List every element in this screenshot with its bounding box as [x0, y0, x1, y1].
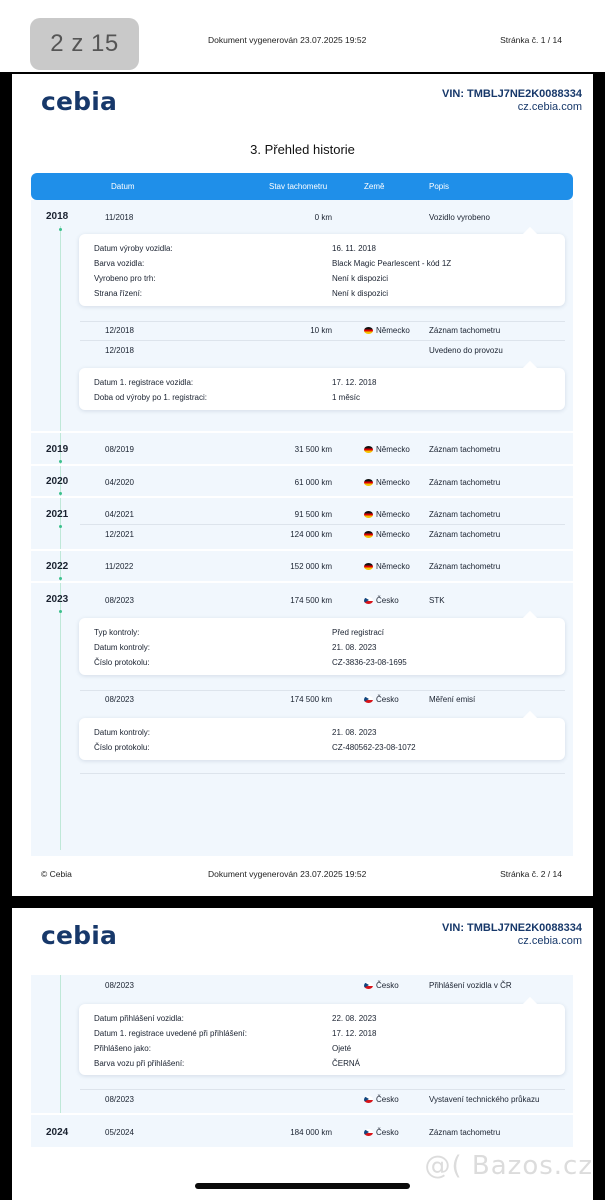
col-desc: Popis: [429, 182, 450, 191]
card-value: Není k dispozici: [332, 274, 389, 283]
card-notch: [523, 711, 537, 725]
row-country: Česko: [376, 695, 399, 704]
flag-de-icon: [364, 479, 373, 486]
row-date: 04/2020: [105, 478, 134, 487]
year-label: 2024: [46, 1127, 69, 1138]
row-date: 08/2023: [105, 981, 134, 990]
row-date: 04/2021: [105, 510, 134, 519]
timeline-dot: [59, 525, 62, 528]
card-label: Strana řízení:: [94, 289, 143, 298]
import-card: [79, 1004, 565, 1075]
row-km: 152 000 km: [290, 562, 332, 571]
row-country: Německo: [376, 562, 410, 571]
flag-de-icon: [364, 511, 373, 518]
card-label: Číslo protokolu:: [94, 658, 150, 667]
footer-copyright: © Cebia: [41, 869, 72, 879]
card-value: CZ-480562-23-08-1072: [332, 743, 416, 752]
row-country: Německo: [376, 478, 410, 487]
logo-text: cebia: [41, 87, 118, 116]
timeline-dot: [59, 610, 62, 613]
year-separator: [31, 431, 573, 433]
year-label: 2020: [46, 476, 69, 487]
row-date: 08/2023: [105, 1095, 134, 1104]
row-country: Česko: [376, 596, 399, 605]
history-panel-continued: [31, 975, 573, 1147]
vin-number: VIN: TMBLJ7NE2K0088334: [441, 922, 582, 934]
card-label: Datum kontroly:: [94, 728, 151, 737]
emission-card: [79, 718, 565, 760]
card-value: Není k dispozici: [332, 289, 389, 298]
production-card: [79, 234, 565, 306]
year-separator: [31, 1113, 573, 1115]
registration-card: [79, 368, 565, 410]
row-divider: [80, 340, 565, 341]
site-url: cz.cebia.com: [517, 935, 582, 947]
flag-cz-icon: [364, 1096, 373, 1103]
row-desc: Měření emisí: [429, 695, 476, 704]
card-value: 17. 12. 2018: [332, 1029, 377, 1038]
row-km: 0 km: [314, 213, 332, 222]
col-date: Datum: [111, 182, 135, 191]
row-desc: Záznam tachometru: [429, 510, 501, 519]
timeline-dot: [59, 228, 62, 231]
card-value: ČERNÁ: [332, 1059, 361, 1068]
flag-de-icon: [364, 563, 373, 570]
year-label: 2019: [46, 444, 69, 455]
row-country: Německo: [376, 510, 410, 519]
card-label: Typ kontroly:: [94, 628, 140, 637]
row-divider: [80, 1089, 565, 1090]
card-notch: [523, 997, 537, 1011]
card-label: Číslo protokolu:: [94, 743, 150, 752]
card-label: Barva vozidla:: [94, 259, 145, 268]
card-label: Přihlášeno jako:: [94, 1044, 151, 1053]
year-label: 2022: [46, 561, 69, 572]
generated-note: Dokument vygenerován 23.07.2025 19:52: [208, 35, 367, 45]
year-separator: [31, 496, 573, 498]
row-date: 08/2019: [105, 445, 134, 454]
row-desc: Záznam tachometru: [429, 445, 501, 454]
card-notch: [523, 227, 537, 241]
flag-de-icon: [364, 327, 373, 334]
row-km: 31 500 km: [294, 445, 332, 454]
year-label: 2018: [46, 211, 69, 222]
row-km: 10 km: [310, 326, 332, 335]
card-value: Black Magic Pearlescent - kód 1Z: [332, 259, 452, 268]
row-km: 91 500 km: [294, 510, 332, 519]
flag-de-icon: [364, 446, 373, 453]
document-page: [12, 74, 593, 896]
row-km: 184 000 km: [290, 1128, 332, 1137]
row-desc: Záznam tachometru: [429, 478, 501, 487]
card-label: Datum 1. registrace vozidla:: [94, 378, 194, 387]
row-desc: STK: [429, 596, 445, 605]
row-country: Česko: [376, 1128, 399, 1137]
flag-cz-icon: [364, 982, 373, 989]
row-km: 174 500 km: [290, 695, 332, 704]
history-panel: [31, 200, 573, 856]
row-divider: [80, 690, 565, 691]
card-label: Doba od výroby po 1. registraci:: [94, 393, 207, 402]
year-separator: [31, 549, 573, 551]
footer-generated: Dokument vygenerován 23.07.2025 19:52: [208, 869, 367, 879]
row-divider: [80, 321, 565, 322]
page-number: Stránka č. 1 / 14: [500, 35, 562, 45]
bazos-watermark: @( Bazos.cz: [424, 1151, 593, 1181]
row-date: 11/2022: [105, 562, 134, 571]
page-counter-badge[interactable]: 2 z 15: [30, 18, 139, 70]
card-value: Před registrací: [332, 628, 385, 637]
row-date: 08/2023: [105, 596, 134, 605]
vin-number: VIN: TMBLJ7NE2K0088334: [441, 88, 582, 100]
year-separator: [31, 464, 573, 466]
card-notch: [523, 611, 537, 625]
vin-block: [442, 88, 582, 113]
logo-text: cebia: [41, 921, 118, 950]
flag-de-icon: [364, 531, 373, 538]
row-country: Německo: [376, 530, 410, 539]
card-label: Datum přihlášení vozidla:: [94, 1014, 184, 1023]
row-desc: Záznam tachometru: [429, 562, 501, 571]
stk-card: [79, 618, 565, 675]
home-indicator[interactable]: [195, 1183, 410, 1189]
row-divider: [80, 524, 565, 525]
row-km: 174 500 km: [290, 596, 332, 605]
flag-cz-icon: [364, 597, 373, 604]
card-value: Ojeté: [332, 1044, 352, 1053]
row-desc: Přihlášení vozidla v ČR: [429, 981, 512, 990]
vin-block: [442, 922, 582, 947]
card-value: 21. 08. 2023: [332, 643, 377, 652]
row-desc: Záznam tachometru: [429, 530, 501, 539]
row-date: 12/2018: [105, 346, 134, 355]
col-country: Země: [364, 182, 385, 191]
card-value: 16. 11. 2018: [332, 244, 376, 253]
row-country: Německo: [376, 326, 410, 335]
card-value: CZ-3836-23-08-1695: [332, 658, 407, 667]
row-country: Česko: [376, 981, 399, 990]
card-label: Barva vozu při přihlášení:: [94, 1059, 185, 1068]
row-country: Česko: [376, 1095, 399, 1104]
top-strip: [0, 0, 605, 72]
row-date: 12/2021: [105, 530, 134, 539]
row-desc: Uvedeno do provozu: [429, 346, 503, 355]
card-notch: [523, 361, 537, 375]
row-date: 11/2018: [105, 213, 134, 222]
card-value: 21. 08. 2023: [332, 728, 377, 737]
row-desc: Vozidlo vyrobeno: [429, 213, 490, 222]
year-separator: [31, 581, 573, 583]
col-km: Stav tachometru: [269, 182, 328, 191]
row-date: 12/2018: [105, 326, 134, 335]
row-desc: Záznam tachometru: [429, 1128, 501, 1137]
row-km: 61 000 km: [294, 478, 332, 487]
timeline-line: [60, 226, 61, 850]
cebia-logo: [41, 921, 117, 950]
card-label: Datum výroby vozidla:: [94, 244, 173, 253]
row-date: 08/2023: [105, 695, 134, 704]
row-date: 05/2024: [105, 1128, 134, 1137]
row-km: 124 000 km: [290, 530, 332, 539]
table-header: [31, 173, 573, 200]
card-label: Datum kontroly:: [94, 643, 151, 652]
card-value: 17. 12. 2018: [332, 378, 377, 387]
card-label: Vyrobeno pro trh:: [94, 274, 156, 283]
section-title: 3. Přehled historie: [250, 142, 355, 157]
cebia-logo: [41, 87, 117, 116]
timeline-dot: [59, 460, 62, 463]
flag-cz-icon: [364, 696, 373, 703]
timeline-line: [60, 975, 61, 1113]
card-value: 22. 08. 2023: [332, 1014, 377, 1023]
timeline-dot: [59, 492, 62, 495]
row-desc: Vystavení technického průkazu: [429, 1095, 540, 1104]
flag-cz-icon: [364, 1129, 373, 1136]
year-label: 2021: [46, 509, 69, 520]
row-desc: Záznam tachometru: [429, 326, 501, 335]
card-value: 1 měsíc: [332, 393, 361, 402]
year-label: 2023: [46, 594, 69, 605]
card-label: Datum 1. registrace uvedené při přihlášení:: [94, 1029, 247, 1038]
row-divider: [80, 773, 565, 774]
footer-page: Stránka č. 2 / 14: [500, 869, 562, 879]
row-country: Německo: [376, 445, 410, 454]
timeline-dot: [59, 577, 62, 580]
site-url: cz.cebia.com: [517, 101, 582, 113]
